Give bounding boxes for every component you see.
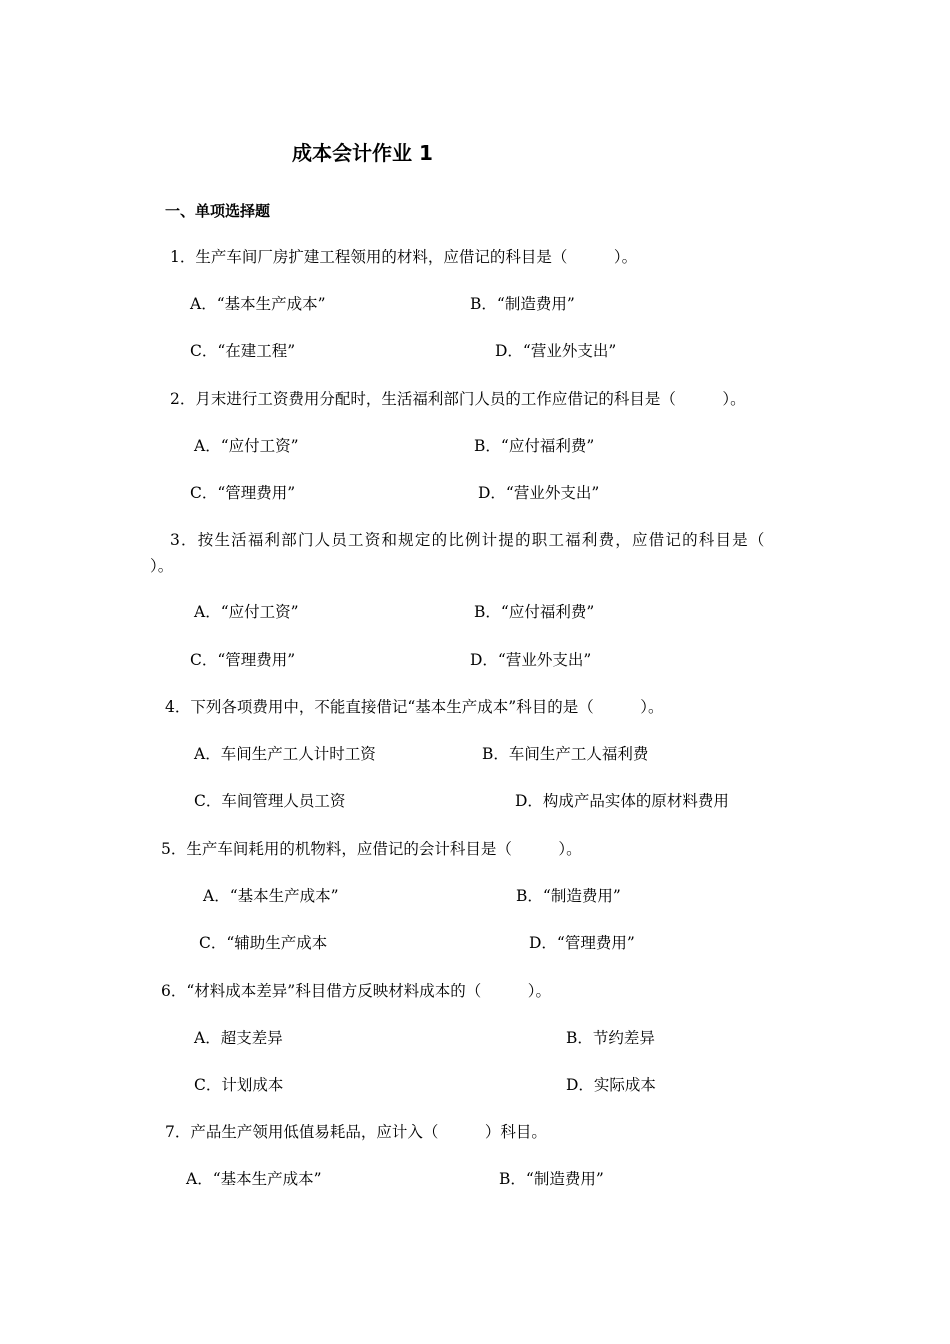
section-heading: 一、单项选择题 [165,202,271,220]
option-a: A．“应付工资” [194,603,299,621]
option-c: C．车间管理人员工资 [194,792,346,810]
option-c: C．“管理费用” [190,651,296,669]
option-a: A．超支差异 [194,1029,283,1047]
option-a: A．车间生产工人计时工资 [194,745,376,763]
option-b: B．“应付福利费” [474,603,595,621]
question-stem: 2．月末进行工资费用分配时，生活福利部门人员的工作应借记的科目是（ ）。 [170,390,746,408]
option-c: C．“管理费用” [190,484,296,502]
option-b: B．车间生产工人福利费 [482,745,649,763]
option-c: C．“在建工程” [190,342,296,360]
option-b: B．“制造费用” [470,295,575,313]
question-stem: 5．生产车间耗用的机物料，应借记的会计科目是（ ）。 [161,840,582,858]
option-a: A．“基本生产成本” [203,887,339,905]
question-stem: 1．生产车间厂房扩建工程领用的材料，应借记的科目是（ ）。 [170,248,638,266]
option-d: D．“营业外支出” [495,342,617,360]
question-stem: 4．下列各项费用中，不能直接借记“基本生产成本”科目的是（ ）。 [165,698,664,716]
question-stem: 7．产品生产领用低值易耗品，应计入（ ）科目。 [165,1123,547,1141]
option-d: D．“管理费用” [529,934,635,952]
option-d: D．构成产品实体的原材料费用 [515,792,729,810]
option-d: D．“营业外支出” [470,651,592,669]
option-b: B．“应付福利费” [474,437,595,455]
option-d: D．“营业外支出” [478,484,600,502]
option-b: B．“制造费用” [499,1170,604,1188]
question-stem: 3．按生活福利部门人员工资和规定的比例计提的职工福利费，应借记的科目是（ [170,531,766,549]
option-b: B．“制造费用” [516,887,621,905]
question-stem: 6．“材料成本差异”科目借方反映材料成本的（ ）。 [161,982,551,1000]
option-a: A．“基本生产成本” [186,1170,322,1188]
option-a: A．“应付工资” [194,437,299,455]
option-b: B．节约差异 [566,1029,655,1047]
option-a: A．“基本生产成本” [190,295,326,313]
question-stem-continuation: ）。 [150,557,174,575]
option-c: C．“辅助生产成本 [199,934,328,952]
option-d: D．实际成本 [566,1076,656,1094]
option-c: C．计划成本 [194,1076,284,1094]
page-title: 成本会计作业 1 [292,141,433,165]
